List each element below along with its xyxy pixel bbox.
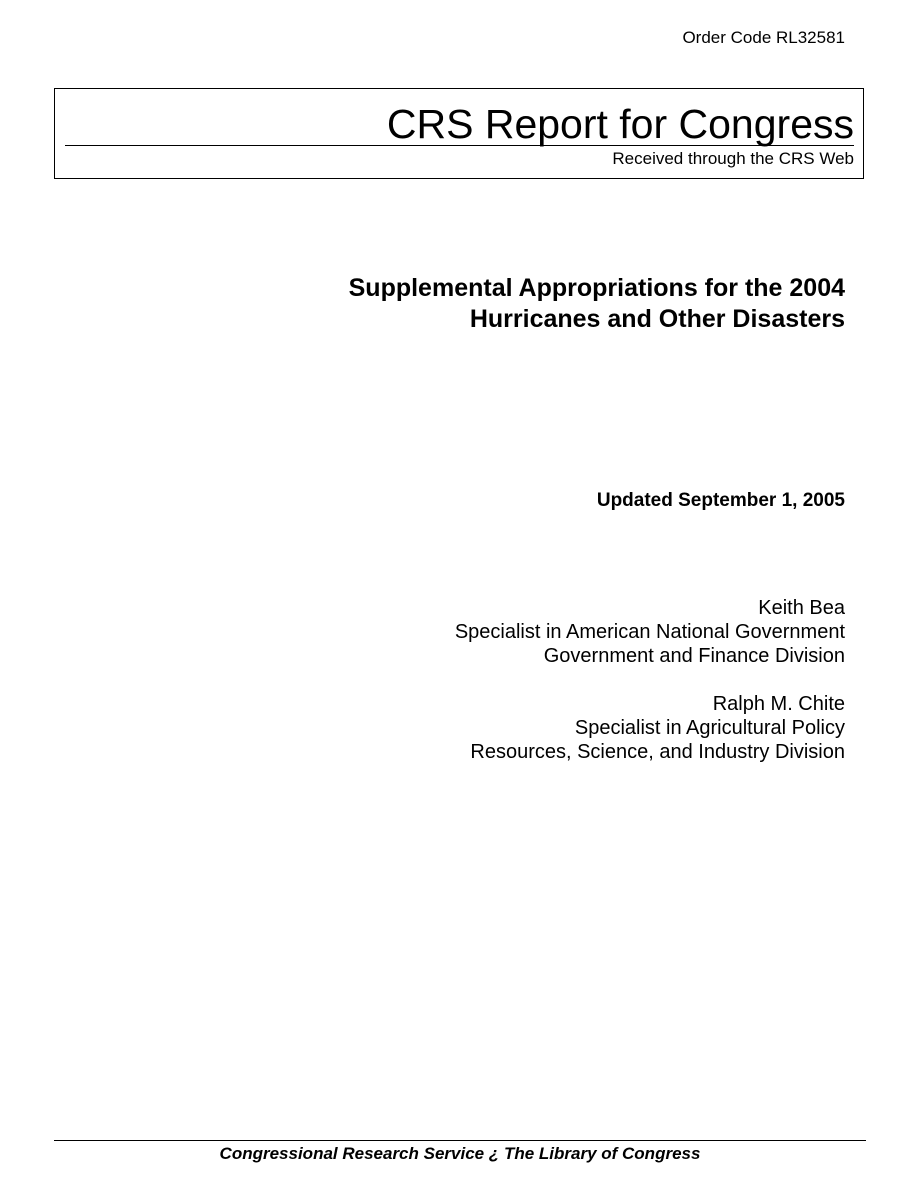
report-title-line-2: Hurricanes and Other Disasters — [469, 305, 845, 333]
author-division: Government and Finance Division — [543, 645, 845, 667]
banner-divider — [65, 145, 854, 146]
report-title-line-1: Supplemental Appropriations for the 2004 — [348, 274, 845, 302]
banner-subtitle: Received through the CRS Web — [612, 149, 854, 168]
author-position: Specialist in American National Government — [454, 621, 845, 643]
order-code: Order Code RL32581 — [682, 28, 845, 47]
author-position: Specialist in Agricultural Policy — [574, 717, 845, 739]
footer-text: Congressional Research Service ¿ The Library of Congress — [219, 1144, 701, 1163]
footer-divider — [54, 1140, 866, 1141]
author-division: Resources, Science, and Industry Division — [470, 741, 845, 763]
author-name: Keith Bea — [758, 597, 845, 619]
author-block — [455, 596, 845, 668]
updated-date: Updated September 1, 2005 — [596, 490, 845, 511]
author-block — [470, 692, 845, 764]
report-title — [145, 273, 845, 335]
report-banner — [54, 88, 864, 179]
author-name: Ralph M. Chite — [712, 693, 845, 715]
banner-title: CRS Report for Congress — [386, 101, 854, 147]
